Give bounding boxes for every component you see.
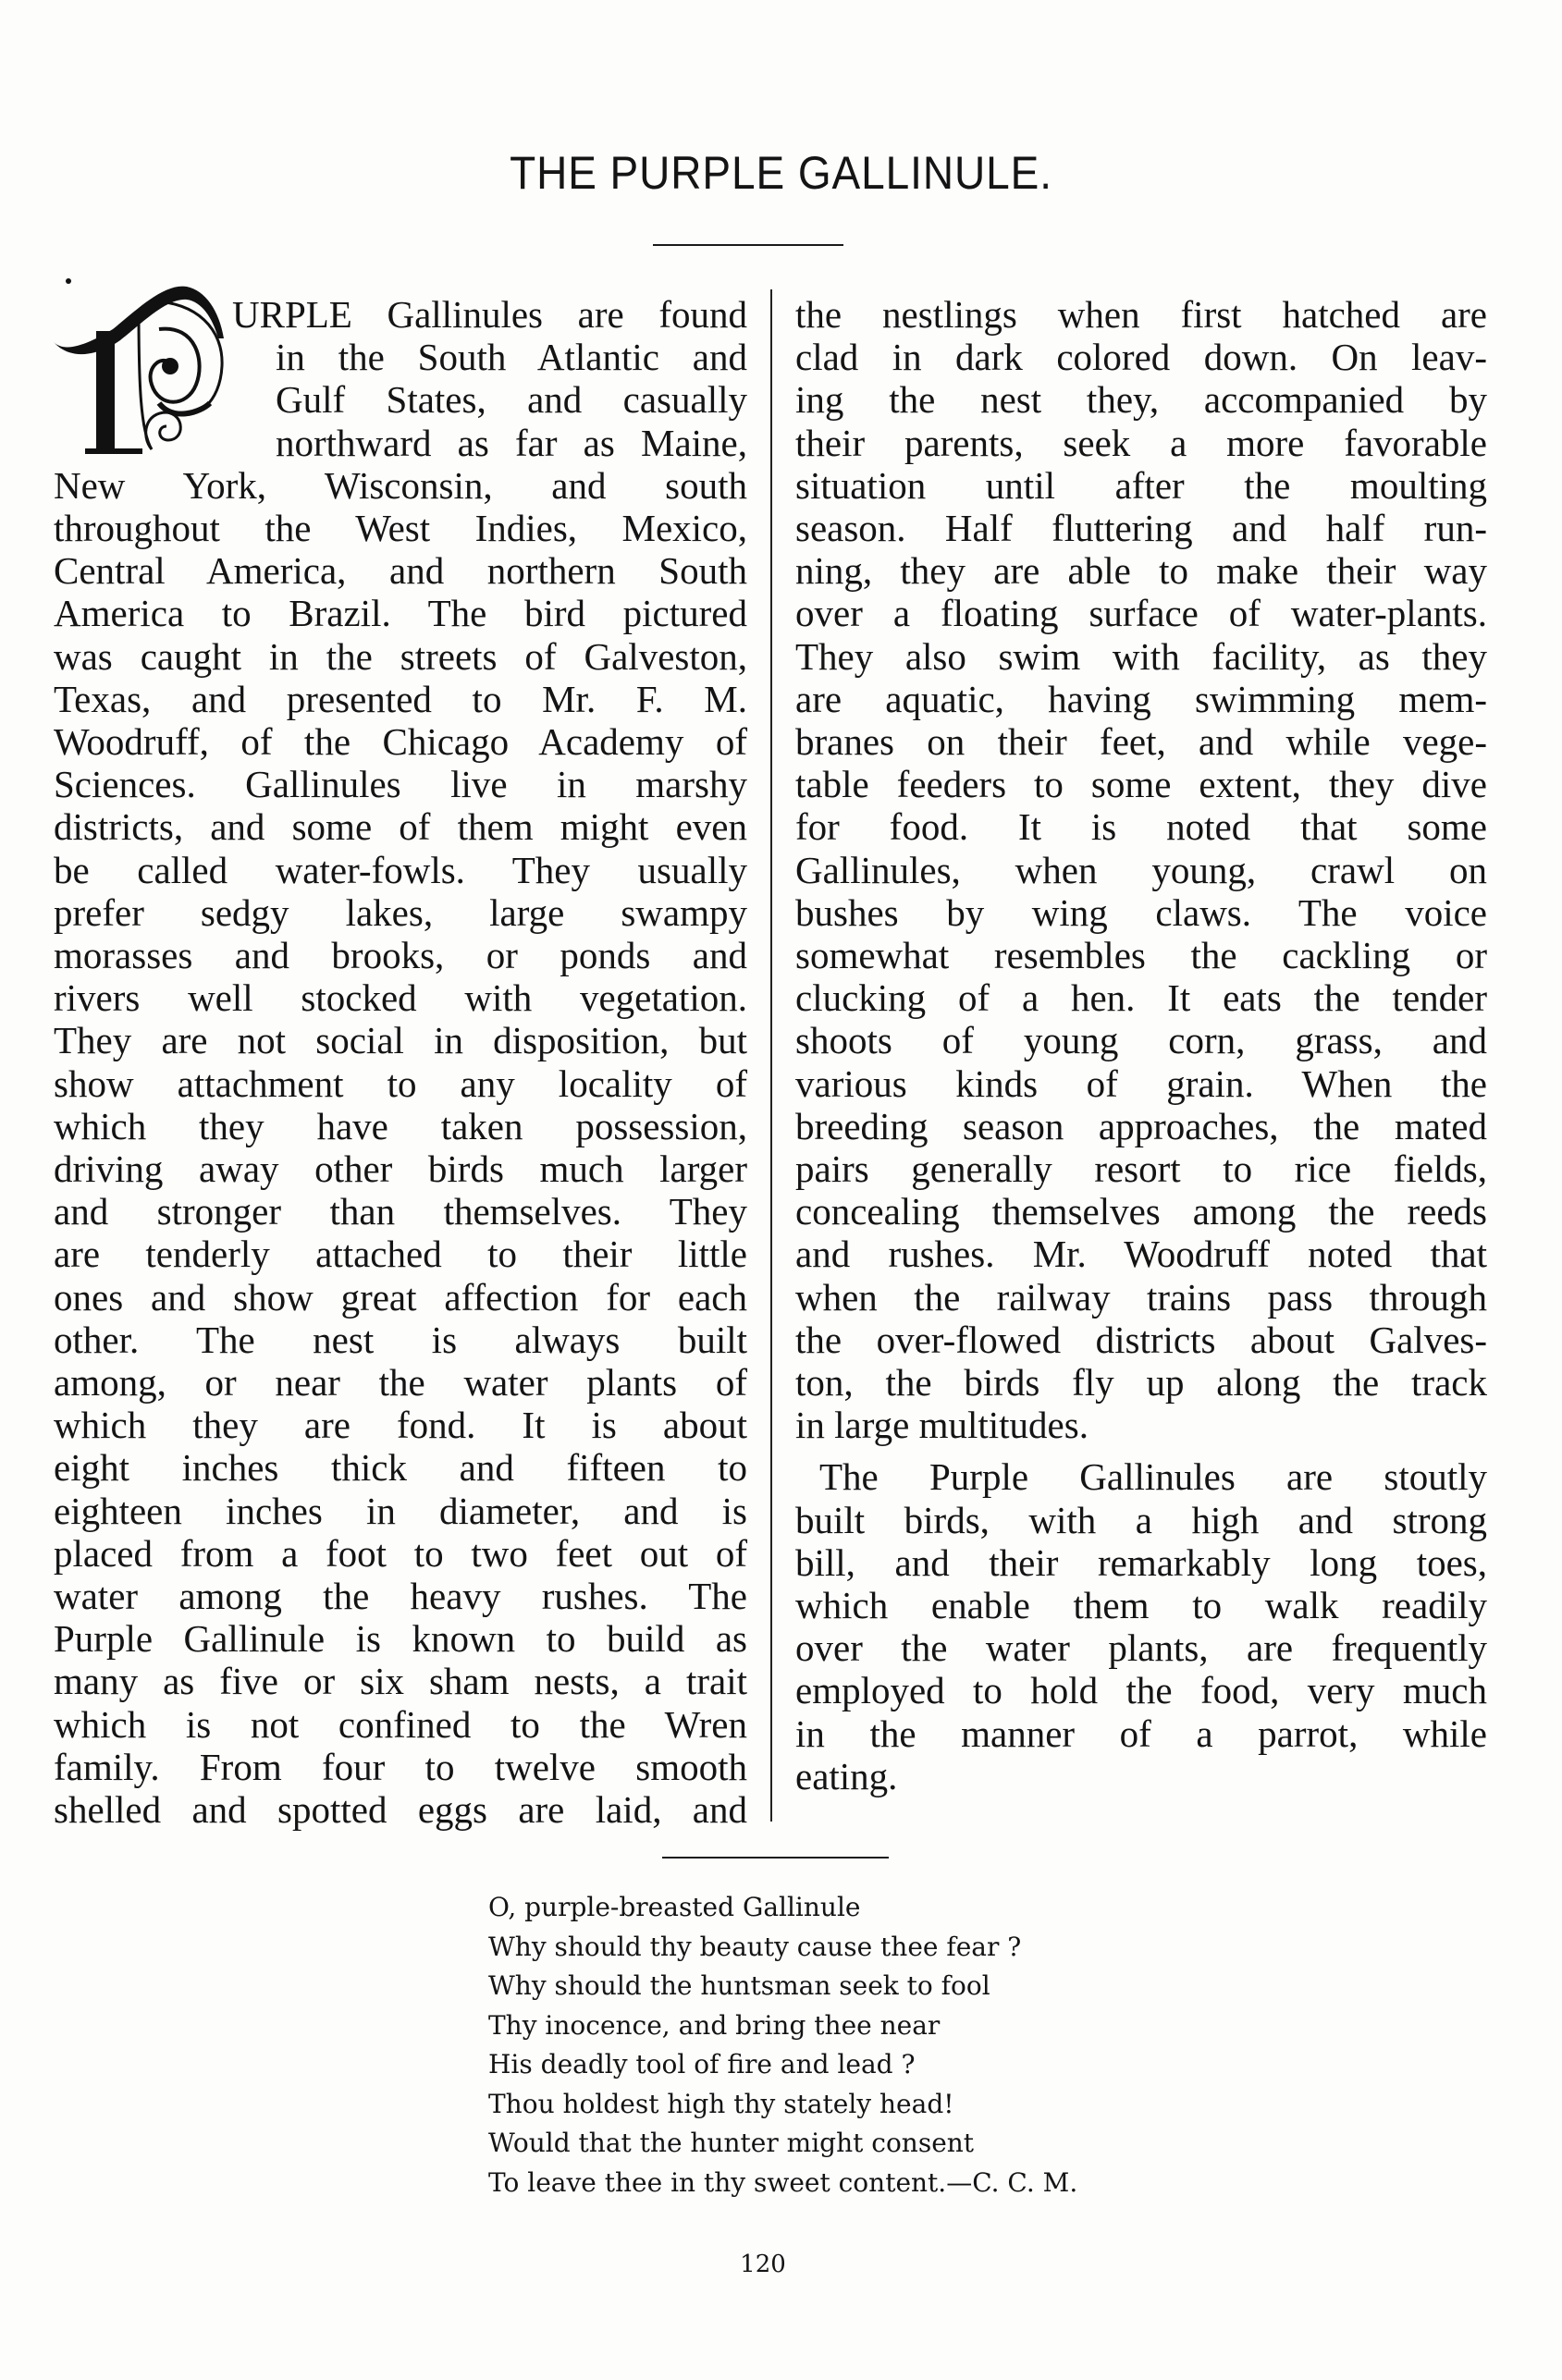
text-line: Sciences. Gallinules live in marshy — [54, 763, 747, 806]
text-line: bushes by wing claws. The voice — [795, 890, 1487, 934]
text-line: which they are fond. It is about — [54, 1404, 747, 1447]
text-line: situation until after the moulting — [795, 463, 1487, 507]
text-line: They are not social in disposition, but — [54, 1019, 747, 1062]
text-line: was caught in the streets of Galveston, — [54, 634, 747, 678]
text-line: branes on their feet, and while vege- — [795, 720, 1487, 763]
text-line: driving away other birds much larger — [54, 1147, 747, 1190]
text-line: pairs generally resort to rice fields, — [795, 1147, 1487, 1190]
text-line: and stronger than themselves. They — [54, 1190, 747, 1233]
poem-line: Thy inocence, and bring thee near — [488, 2009, 941, 2041]
text-line: many as five or six sham nests, a trait — [54, 1660, 747, 1703]
column-divider — [770, 289, 772, 1822]
text-line: built birds, with a high and strong — [795, 1498, 1487, 1541]
text-line: rivers well stocked with vegetation. — [54, 976, 747, 1020]
text-line: Gallinules, when young, crawl on — [795, 848, 1487, 891]
text-line: various kinds of grain. When the — [795, 1061, 1487, 1105]
poem — [488, 1888, 1077, 2202]
text-line: table feeders to some extent, they dive — [795, 763, 1487, 806]
text-line: over the water plants, are frequently — [795, 1626, 1487, 1670]
text-line: for food. It is noted that some — [795, 805, 1487, 849]
text-line: districts, and some of them might even — [54, 805, 747, 849]
text-line: eight inches thick and fifteen to — [54, 1446, 747, 1490]
text-line: New York, Wisconsin, and south — [54, 463, 747, 507]
text-line: ing the nest they, accompanied by — [795, 378, 1487, 422]
drop-cap-p-ornament — [48, 274, 233, 463]
text-line: morasses and brooks, or ponds and — [54, 934, 747, 976]
text-line: throughout the West Indies, Mexico, — [54, 507, 747, 549]
text-line: the nestlings when first hatched are — [795, 293, 1487, 336]
poem-line: Would that the hunter might consent — [488, 2128, 975, 2158]
page-number: 120 — [740, 2251, 786, 2278]
text-line: in large multitudes. — [795, 1404, 1088, 1447]
text-line: bill, and their remarkably long toes, — [795, 1540, 1487, 1584]
text-line: water among the heavy rushes. The — [54, 1575, 747, 1617]
text-line: are tenderly attached to their little — [54, 1233, 747, 1276]
text-line: The Purple Gallinules are stoutly — [819, 1455, 1487, 1499]
text-line: among, or near the water plants of — [54, 1361, 747, 1404]
poem-line: His deadly tool of fire and lead ? — [488, 2049, 916, 2079]
text-line: ning, they are able to make their way — [795, 549, 1487, 593]
text-line: which is not confined to the Wren — [54, 1702, 747, 1746]
text-line: show attachment to any locality of — [54, 1061, 747, 1105]
text-line: which enable them to walk readily — [795, 1584, 1487, 1626]
text-line: in the South Atlantic and — [276, 336, 747, 379]
poem-line: O, purple-breasted Gallinule — [488, 1892, 861, 1922]
article-title: THE PURPLE GALLINULE. — [510, 147, 1052, 199]
text-line: ones and show great affection for each — [54, 1275, 747, 1319]
text-line: other. The nest is always built — [54, 1318, 747, 1361]
text-line: Woodruff, of the Chicago Academy of — [54, 720, 747, 763]
text-line: and rushes. Mr. Woodruff noted that — [795, 1233, 1487, 1276]
text-line: They also swim with facility, as they — [795, 634, 1487, 678]
poem-divider — [662, 1857, 889, 1859]
text-line: breeding season approaches, the mated — [795, 1104, 1487, 1147]
poem-line: Why should thy beauty cause thee fear ? — [488, 1931, 1022, 1962]
text-line: are aquatic, having swimming mem- — [795, 677, 1487, 720]
text-line: clad in dark colored down. On leav- — [795, 336, 1487, 379]
poem-line: Why should the huntsman seek to fool — [488, 1970, 990, 2001]
text-line: clucking of a hen. It eats the tender — [795, 976, 1487, 1020]
title-divider — [653, 244, 843, 246]
text-line: Purple Gallinule is known to build as — [54, 1617, 747, 1661]
text-line: when the railway trains pass through — [795, 1275, 1487, 1319]
text-line: prefer sedgy lakes, large swampy — [54, 890, 747, 934]
text-line: employed to hold the food, very much — [795, 1669, 1487, 1712]
text-line: over a floating surface of water-plants. — [795, 592, 1487, 635]
poem-line: Thou holdest high thy stately head! — [488, 2088, 954, 2119]
text-line: be called water-fowls. They usually — [54, 848, 747, 891]
text-line: eating. — [795, 1754, 898, 1797]
text-line: shelled and spotted eggs are laid, and — [54, 1788, 747, 1831]
text-line: northward as far as Maine, — [276, 421, 747, 464]
text-line: season. Half fluttering and half run- — [795, 507, 1487, 549]
text-line: shoots of young corn, grass, and — [795, 1019, 1487, 1062]
text-line: eighteen inches in diameter, and is — [54, 1489, 747, 1532]
text-line: Central America, and northern South — [54, 549, 747, 593]
text-line: concealing themselves among the reeds — [795, 1190, 1487, 1233]
text-line: their parents, seek a more favorable — [795, 421, 1487, 464]
poem-line: To leave thee in thy sweet content.—C. C. M. — [488, 2166, 1078, 2198]
text-line: the over-flowed districts about Galves- — [795, 1318, 1487, 1361]
text-line: in the manner of a parrot, while — [795, 1711, 1487, 1755]
text-line: URPLE Gallinules are found — [232, 293, 747, 336]
text-line: ton, the birds fly up along the track — [795, 1361, 1487, 1404]
text-line: Gulf States, and casually — [276, 378, 747, 422]
text-line: family. From four to twelve smooth — [54, 1745, 747, 1788]
text-line: which they have taken possession, — [54, 1104, 747, 1147]
text-line: America to Brazil. The bird pictured — [54, 592, 747, 635]
text-line: Texas, and presented to Mr. F. M. — [54, 677, 747, 720]
text-line: placed from a foot to two feet out of — [54, 1531, 747, 1575]
text-line: somewhat resembles the cackling or — [795, 934, 1487, 976]
